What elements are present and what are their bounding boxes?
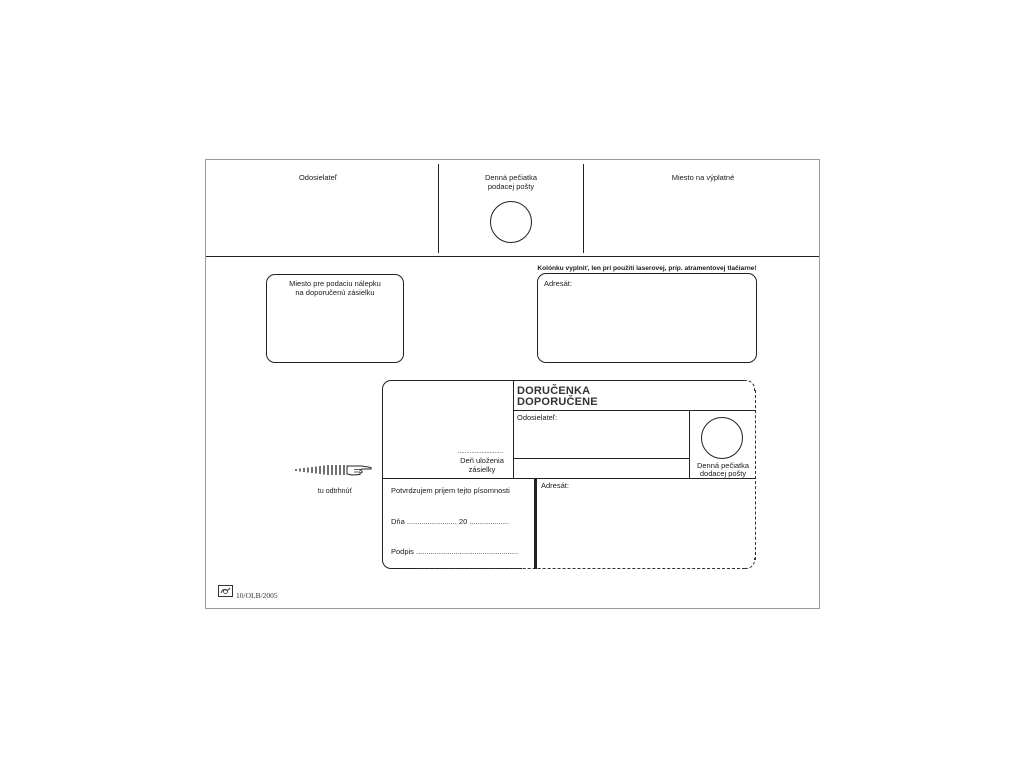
card-stamp-divider: [689, 410, 690, 478]
card-top-line: [514, 380, 744, 381]
card-title-line1: DORUČENKA: [517, 385, 591, 397]
sender-label: Odosielateľ: [298, 173, 338, 182]
divider-stamp-postage: [583, 164, 584, 253]
card-bottom-right-corner: [744, 558, 755, 569]
addressee-label: Adresát:: [544, 279, 572, 288]
post-logo-icon: [218, 585, 233, 597]
divider-sender-stamp: [438, 164, 439, 253]
card-bottom-divider: [534, 478, 537, 569]
envelope-form: [205, 159, 820, 609]
card-top-right-corner: [744, 380, 755, 391]
stamp-label-line2: podacej pošty: [487, 182, 535, 191]
printer-notice: Kolónku vyplniť, len pri použití laserovej, príp. atramentovej tlačiarne!: [537, 265, 757, 272]
storage-dots: ...........................: [458, 449, 504, 455]
pointing-hand-icon: [294, 463, 374, 477]
card-left-divider: [513, 380, 514, 478]
storage-label-line2: zásielky: [468, 465, 496, 474]
stamp-label-line1: Denná pečiatka: [484, 173, 538, 182]
card-main-divider: [382, 478, 756, 479]
confirm-text: Potvrdzujem prijem tejto písomnosti: [391, 486, 510, 495]
storage-label-line1: Deň uloženia: [460, 456, 504, 465]
date-line: Dňa ........................ 20 ...................: [391, 517, 509, 526]
card-stamp-circle: [701, 417, 743, 459]
card-stamp-line1: Denná pečiatka: [696, 461, 750, 470]
footer-code: 10/OLB/2005: [236, 591, 278, 600]
sticker-label-line2: na doporučenú zásielku: [295, 288, 375, 297]
signature-line: Podpis .................................................: [391, 547, 519, 556]
card-sender-label: Odosielateľ:: [517, 413, 558, 422]
card-addressee-label: Adresát:: [541, 481, 569, 490]
card-bottom-dashed: [418, 568, 745, 569]
card-left-outline: [382, 380, 522, 569]
card-title-divider: [513, 410, 756, 411]
sticker-label-line1: Miesto pre podaciu nálepku: [289, 279, 381, 288]
return-receipt-card: [382, 380, 756, 569]
stamp-circle: [490, 201, 532, 243]
card-title-line2: DOPORUČENE: [517, 396, 598, 408]
card-sender-line: [513, 458, 689, 459]
tear-label: tu odtrhnúť: [317, 488, 353, 495]
card-right-dashed: [755, 390, 756, 560]
card-stamp-line2: dodacej pošty: [699, 469, 747, 478]
postage-label: Miesto na výplatné: [671, 173, 735, 182]
top-divider: [206, 256, 819, 257]
